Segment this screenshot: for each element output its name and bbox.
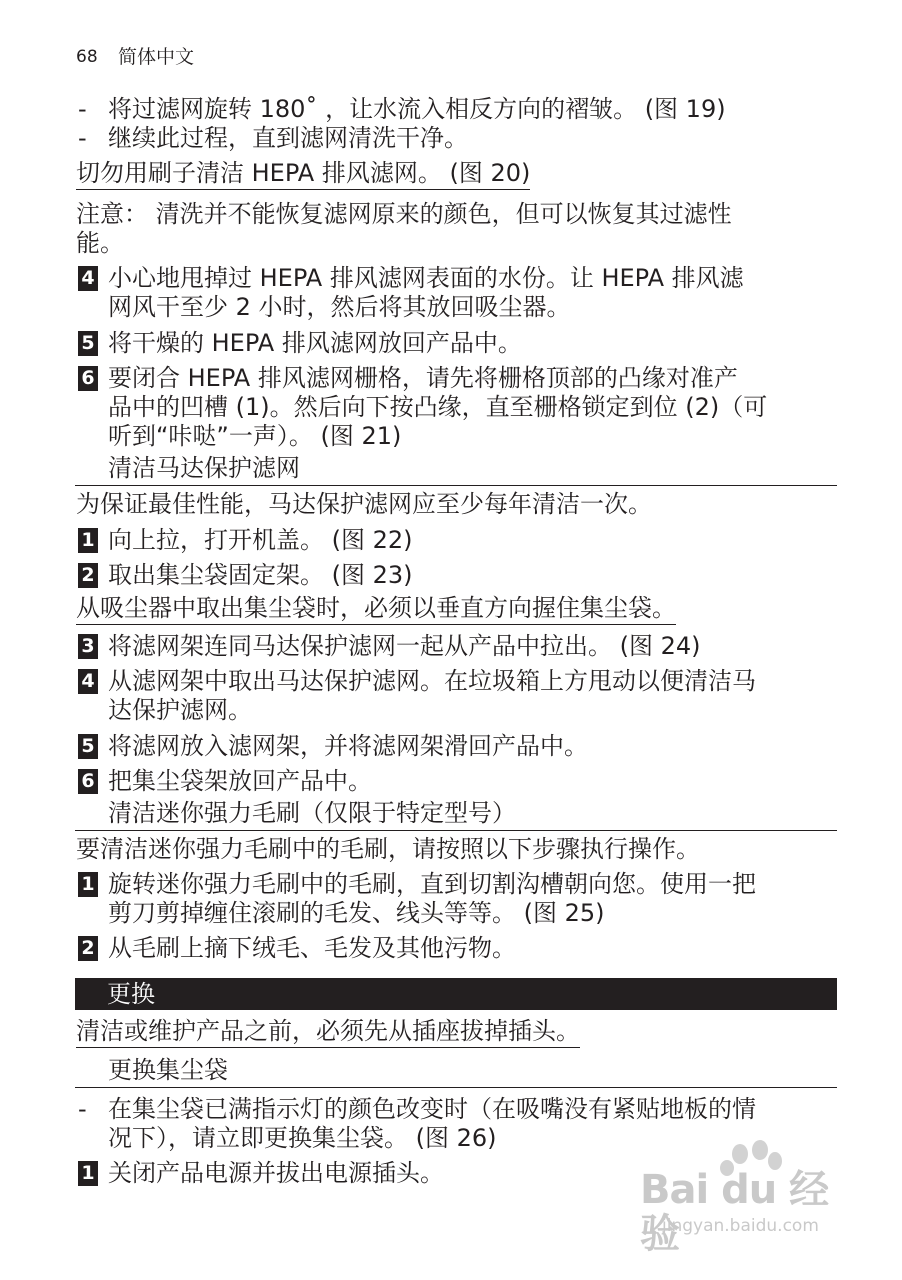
step-text: 将干燥的 HEPA 排风滤网放回产品中。 [108, 329, 522, 357]
list-item: 况下），请立即更换集尘袋。 (图 26) [108, 1124, 497, 1152]
step-text: 将滤网放入滤网架，并将滤网架滑回产品中。 [108, 732, 588, 760]
step-number-badge: 6 [78, 769, 98, 794]
list-item: 将过滤网旋转 180˚ ，让水流入相反方向的褶皱。 (图 19) [108, 95, 726, 123]
warning-text: 清洁或维护产品之前，必须先从插座拔掉插头。 [76, 1015, 580, 1048]
step-text: 剪刀剪掉缠住滚刷的毛发、线头等等。 (图 25) [108, 899, 605, 927]
step-text: 网风干至少 2 小时，然后将其放回吸尘器。 [108, 293, 571, 321]
list-item: 在集尘袋已满指示灯的颜色改变时（在吸嘴没有紧贴地板的情 [108, 1095, 756, 1123]
step-number-badge: 1 [78, 1161, 98, 1186]
section-title-bar [75, 978, 837, 1010]
heading-rule [75, 485, 837, 486]
step-number-badge: 5 [78, 331, 98, 356]
step-number-badge: 3 [78, 634, 98, 659]
step-text: 将滤网架连同马达保护滤网一起从产品中拉出。 (图 24) [108, 632, 701, 660]
step-number-badge: 6 [78, 366, 98, 391]
step-text: 从毛刷上摘下绒毛、毛发及其他污物。 [108, 934, 516, 962]
watermark-brand: Bai du 经验 [640, 1167, 829, 1257]
paragraph: 要清洁迷你强力毛刷中的毛刷，请按照以下步骤执行操作。 [76, 835, 700, 863]
step-number-badge: 1 [78, 872, 98, 897]
page-language: 简体中文 [118, 46, 195, 68]
step-text: 旋转迷你强力毛刷中的毛刷，直到切割沟槽朝向您。使用一把 [108, 870, 756, 898]
note-text: 注意： 清洗并不能恢复滤网原来的颜色，但可以恢复其过滤性 [76, 200, 732, 228]
watermark-url: jingyan.baidu.com [662, 1216, 819, 1236]
list-item: 继续此过程，直到滤网清洗干净。 [108, 124, 468, 152]
step-text: 小心地甩掉过 HEPA 排风滤网表面的水份。让 HEPA 排风滤 [108, 264, 744, 292]
section-heading: 更换集尘袋 [108, 1056, 228, 1084]
section-heading: 清洁马达保护滤网 [108, 454, 300, 482]
step-text: 要闭合 HEPA 排风滤网栅格，请先将栅格顶部的凸缘对准产 [108, 364, 738, 392]
step-number-badge: 1 [78, 528, 98, 553]
dash-bullet: - [78, 124, 87, 152]
step-number-badge: 2 [78, 936, 98, 961]
step-number-badge: 2 [78, 563, 98, 588]
section-title: 更换 [107, 980, 155, 1008]
page-number: 68 [76, 47, 98, 67]
step-text: 从滤网架中取出马达保护滤网。在垃圾箱上方甩动以便清洁马 [108, 667, 756, 695]
step-number-badge: 5 [78, 734, 98, 759]
paw-icon [752, 1140, 768, 1160]
step-number-badge: 4 [78, 669, 98, 694]
step-text: 向上拉，打开机盖。 (图 22) [108, 526, 413, 554]
dash-bullet: - [78, 1095, 87, 1123]
step-number-badge: 4 [78, 266, 98, 291]
heading-rule [75, 830, 837, 831]
step-text: 品中的凹槽 (1)。然后向下按凸缘，直至栅格锁定到位 (2)（可 [108, 393, 768, 421]
note-text: 能。 [76, 229, 124, 257]
watermark-logo [640, 1140, 850, 1257]
heading-rule [75, 1087, 837, 1088]
step-text: 达保护滤网。 [108, 696, 252, 724]
step-text: 听到“咔哒”一声）。 (图 21) [108, 422, 402, 450]
warning-text: 从吸尘器中取出集尘袋时，必须以垂直方向握住集尘袋。 [76, 592, 676, 625]
step-text: 把集尘袋架放回产品中。 [108, 767, 372, 795]
paw-icon [732, 1144, 748, 1164]
step-text: 关闭产品电源并拔出电源插头。 [108, 1159, 444, 1187]
step-text: 取出集尘袋固定架。 (图 23) [108, 561, 413, 589]
warning-text: 切勿用刷子清洁 HEPA 排风滤网。 (图 20) [76, 157, 530, 190]
paragraph: 为保证最佳性能，马达保护滤网应至少每年清洁一次。 [76, 490, 652, 518]
dash-bullet: - [78, 95, 87, 123]
section-heading: 清洁迷你强力毛刷（仅限于特定型号） [108, 799, 516, 827]
